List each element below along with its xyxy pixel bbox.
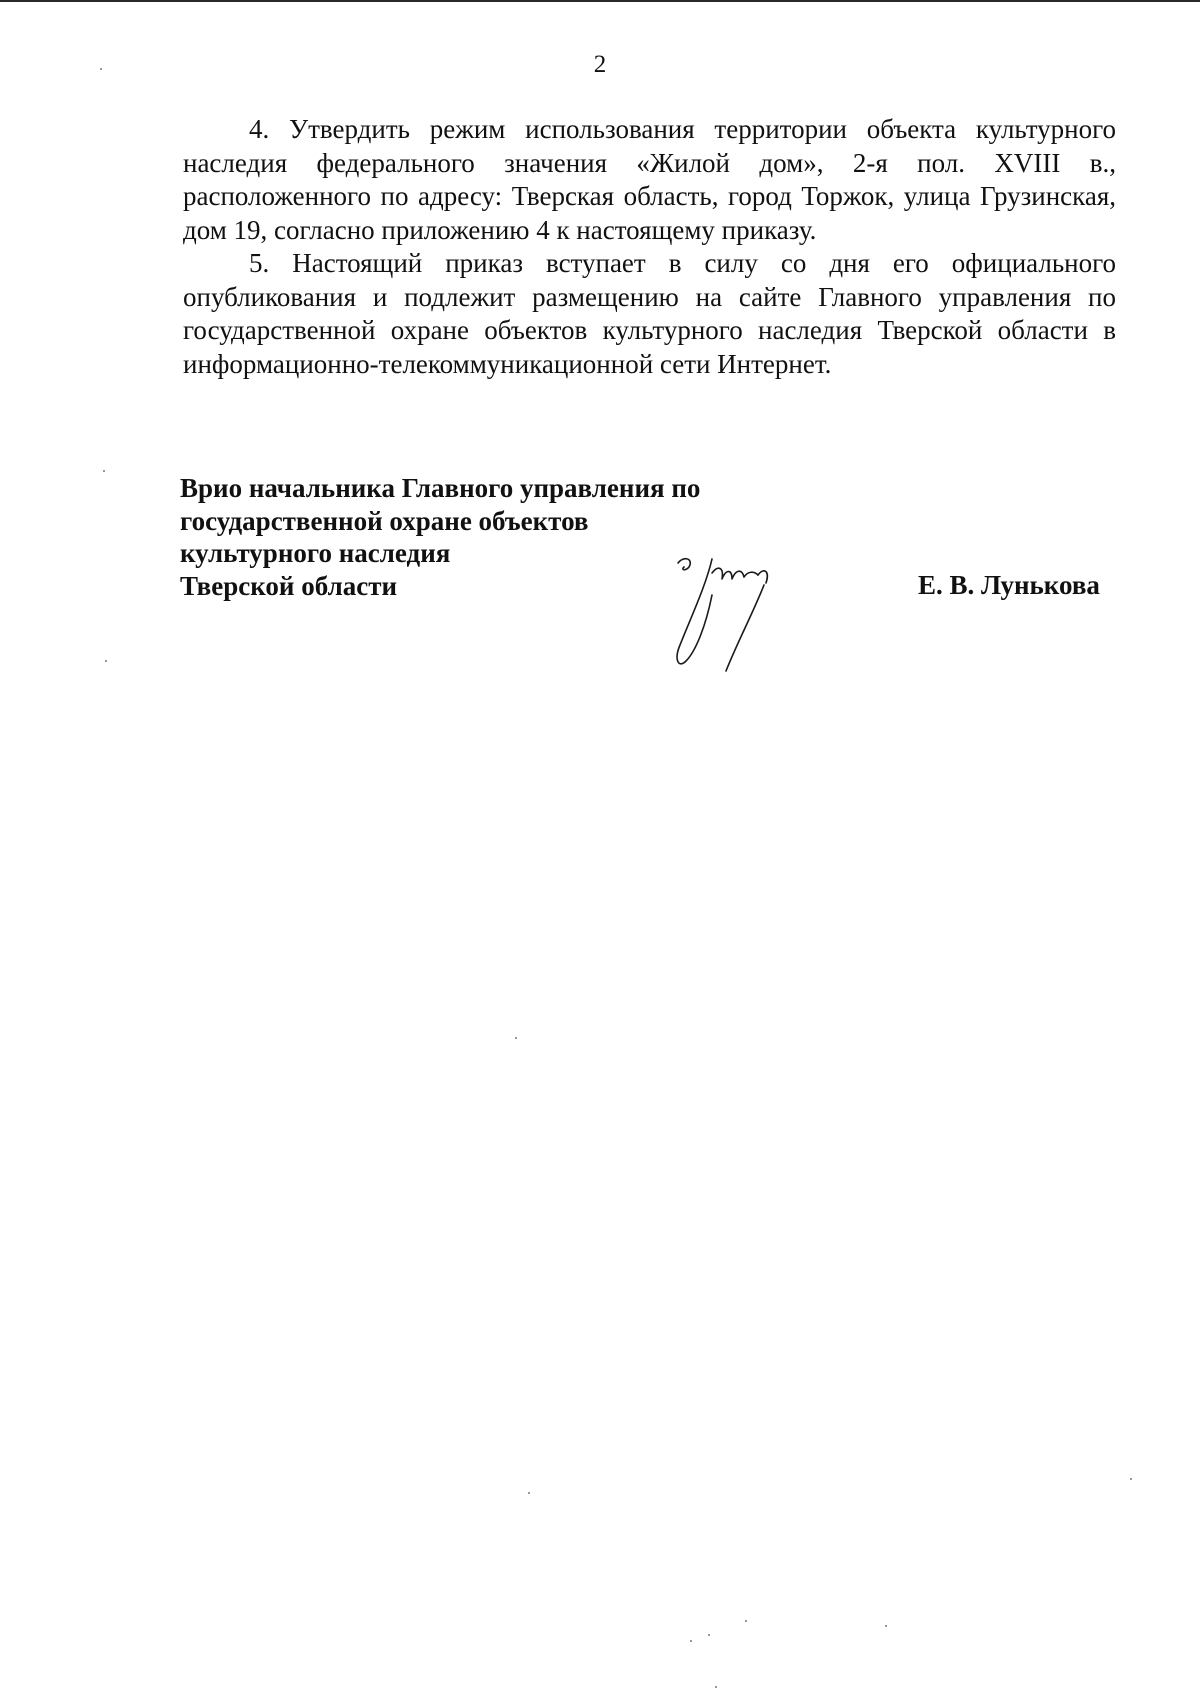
scan-speck xyxy=(708,1634,710,1636)
top-edge-rule xyxy=(0,0,1200,2)
scan-speck xyxy=(105,660,107,662)
document-body xyxy=(183,113,1116,381)
signatory-title-line: Тверской области xyxy=(180,570,398,601)
paragraph-item-4: 4. Утвердить режим использования территории объекта культурного наследия федерального значения «Жилой дом», 2-я пол. XVIII в., расположенного по адресу: Тверская область, город Торжок, улица Грузинская, дом 19, согласно приложению 4 к настоящему приказу. xyxy=(183,114,1116,245)
page-number: 2 xyxy=(593,51,607,78)
scan-speck xyxy=(515,1037,517,1039)
signatory-title-line: государственной охране объектов xyxy=(180,505,589,536)
scan-speck xyxy=(885,1625,887,1627)
signer-name: Е. В. Лунькова xyxy=(918,570,1100,600)
signatory-title-line: Врио начальника Главного управления по xyxy=(180,473,701,503)
scan-speck xyxy=(103,470,105,472)
scan-speck xyxy=(100,68,102,70)
paragraph-item-5: 5. Настоящий приказ вступает в силу со дня его официального опубликования и подлежит размещению на сайте Главного управления по государственной охране объектов культурного наследия Тверской области в информационно-телекоммуникационной сети Интернет. xyxy=(183,248,1116,379)
handwritten-signature xyxy=(672,545,842,675)
scan-speck xyxy=(715,1686,717,1688)
scan-speck xyxy=(745,1620,747,1622)
signatory-title xyxy=(180,472,700,602)
scan-speck xyxy=(528,1492,530,1494)
signatory-title-line: культурного наследия xyxy=(180,538,451,568)
scan-speck xyxy=(690,1640,692,1642)
scan-speck xyxy=(1130,1478,1132,1480)
